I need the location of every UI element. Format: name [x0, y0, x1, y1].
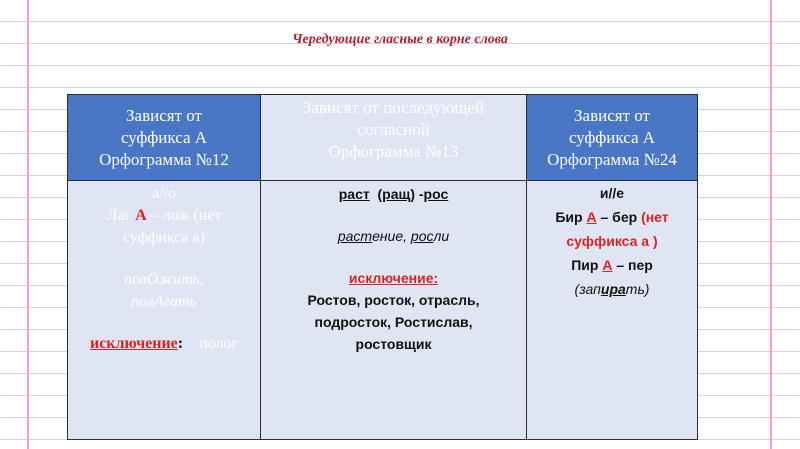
- col1-letter-a: А: [135, 207, 147, 224]
- header-col-1: [68, 95, 261, 181]
- header-3-line-2: суффикса А: [568, 127, 656, 147]
- col3-root-per: – пер: [612, 257, 653, 273]
- col1-pair: а//о: [152, 185, 176, 202]
- col3-example-root: ира: [600, 281, 626, 297]
- col3-note-1: (нет: [641, 209, 669, 225]
- col3-rule-line-3: [527, 253, 697, 277]
- col3-example-end: ть): [625, 281, 650, 297]
- col3-example-start: (зап: [574, 281, 601, 297]
- col2-exception-list-1: Ростов, росток, отрасль,: [307, 292, 480, 308]
- header-2-line-2: согласной: [357, 120, 430, 139]
- header-1-line-3: Орфограмма №12: [99, 149, 229, 169]
- col1-exception: [68, 333, 260, 355]
- col3-pair: и//е: [599, 185, 625, 201]
- col2-root-1: раст: [338, 186, 370, 202]
- header-col-3: [527, 95, 697, 181]
- body-col-2: [261, 181, 527, 439]
- col3-example: [527, 277, 697, 301]
- notebook-margin-left: [27, 0, 29, 449]
- body-col-3: [527, 181, 697, 439]
- body-col-1: [68, 181, 261, 439]
- col1-exception-colon: :: [177, 335, 184, 352]
- header-3-line-3: Орфограмма №24: [547, 149, 677, 169]
- rules-table: [67, 94, 698, 440]
- col1-rest-1: – лож (нет: [146, 207, 222, 224]
- col1-example-1: полОжить,: [124, 271, 204, 288]
- col1-example-2: полАгать: [131, 293, 197, 310]
- col3-root-bir: Бир: [555, 209, 587, 225]
- col1-root: Лаг: [106, 207, 136, 224]
- col2-exception-list-3: ростовщик: [355, 336, 432, 352]
- header-col-2: [261, 95, 527, 181]
- col2-examples: [261, 225, 526, 247]
- col3-root-pir: Пир: [571, 257, 603, 273]
- header-2-line-1: Зависят от последующей: [302, 98, 485, 117]
- col2-example-b-rest: ли: [433, 228, 450, 244]
- col2-root-3: рос: [423, 186, 449, 202]
- col3-root-ber: – бер: [596, 209, 642, 225]
- header-1-line-2: суффикса А: [120, 127, 208, 147]
- col1-rule-line-1: [68, 205, 260, 227]
- col3-letter-a-2: А: [602, 257, 613, 273]
- col1-rule-line-2: суффикса а): [123, 229, 205, 246]
- col2-example-a-rest: ение,: [372, 228, 411, 244]
- col1-exception-word: полог: [199, 335, 239, 352]
- col3-letter-a-1: А: [586, 209, 597, 225]
- col2-roots: раст (ращ) -рос: [338, 186, 449, 202]
- col2-root-2: ращ: [382, 186, 411, 202]
- notebook-margin-right: [770, 0, 772, 449]
- col3-rule-line-1: [527, 205, 697, 229]
- header-3-line-1: Зависят от: [574, 105, 650, 125]
- col2-example-a-root: раст: [337, 228, 373, 244]
- col2-example-b-root: рос: [410, 228, 434, 244]
- slide-title: Чередующие гласные в корне слова: [292, 32, 508, 47]
- header-1-line-1: Зависят от: [126, 105, 202, 125]
- col2-exception-list-2: подросток, Ростислав,: [314, 314, 473, 330]
- col2-exception-label: исключение:: [348, 270, 439, 286]
- header-2-line-3: Орфограмма №13: [328, 142, 459, 161]
- col3-rule-line-2: суффикса а ): [566, 233, 658, 249]
- col1-exception-label: исключение: [89, 335, 178, 352]
